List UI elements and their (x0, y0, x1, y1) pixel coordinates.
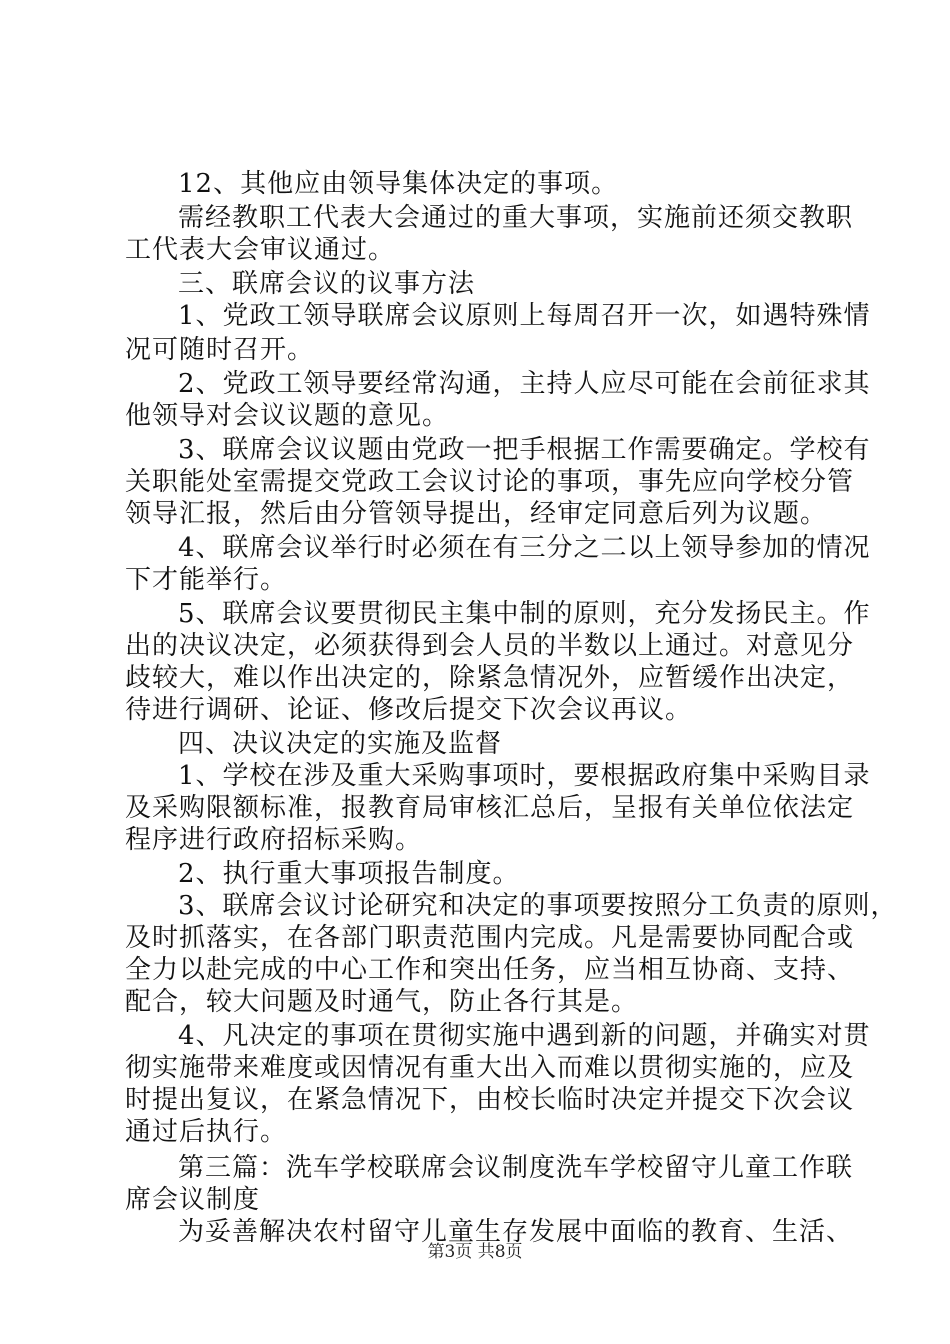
page-footer: 第3页 共8页 (427, 1242, 523, 1262)
text-line: 需经教职工代表大会通过的重大事项，实施前还须交教职 (178, 203, 854, 233)
text-line: 况可随时召开。 (125, 335, 315, 365)
text-line: 歧较大，难以作出决定的，除紧急情况外，应暂缓作出决定， (125, 663, 855, 693)
text-line: 4、凡决定的事项在贯彻实施中遇到新的问题，并确实对贯 (178, 1021, 871, 1051)
text-line: 及时抓落实，在各部门职责范围内完成。凡是需要协同配合或 (125, 923, 855, 953)
text-line: 下才能举行。 (125, 565, 288, 595)
text-line: 工代表大会审议通过。 (125, 235, 396, 265)
text-line: 关职能处室需提交党政工会议讨论的事项，事先应向学校分管 (125, 467, 855, 497)
text-line: 2、党政工领导要经常沟通，主持人应尽可能在会前征求其 (178, 369, 871, 399)
text-line: 1、学校在涉及重大采购事项时，要根据政府集中采购目录 (178, 761, 871, 791)
section-heading: 四、决议决定的实施及监督 (178, 729, 503, 759)
text-line: 及采购限额标准，报教育局审核汇总后，呈报有关单位依法定 (125, 793, 855, 823)
text-line: 领导汇报，然后由分管领导提出，经审定同意后列为议题。 (125, 499, 828, 529)
section-heading: 席会议制度 (125, 1185, 261, 1215)
text-line: 12、其他应由领导集体决定的事项。 (178, 169, 619, 199)
text-line: 配合，较大问题及时通气，防止各行其是。 (125, 987, 639, 1017)
text-line: 时提出复议，在紧急情况下，由校长临时决定并提交下次会议 (125, 1085, 855, 1115)
text-line: 3、联席会议讨论研究和决定的事项要按照分工负责的原则， (178, 891, 898, 921)
section-heading: 第三篇：洗车学校联席会议制度洗车学校留守儿童工作联 (178, 1153, 854, 1183)
text-line: 待进行调研、论证、修改后提交下次会议再议。 (125, 695, 693, 725)
section-heading: 三、联席会议的议事方法 (178, 269, 476, 299)
text-line: 彻实施带来难度或因情况有重大出入而难以贯彻实施的，应及 (125, 1053, 855, 1083)
text-line: 为妥善解决农村留守儿童生存发展中面临的教育、生活、 (178, 1217, 854, 1247)
text-line: 1、党政工领导联席会议原则上每周召开一次，如遇特殊情 (178, 301, 871, 331)
text-line: 程序进行政府招标采购。 (125, 825, 423, 855)
text-line: 4、联席会议举行时必须在有三分之二以上领导参加的情况 (178, 533, 871, 563)
text-line: 5、联席会议要贯彻民主集中制的原则，充分发扬民主。作 (178, 599, 871, 629)
text-line: 出的决议决定，必须获得到会人员的半数以上通过。对意见分 (125, 631, 855, 661)
text-line: 2、执行重大事项报告制度。 (178, 859, 520, 889)
text-line: 全力以赴完成的中心工作和突出任务，应当相互协商、支持、 (125, 955, 855, 985)
text-line: 通过后执行。 (125, 1117, 288, 1147)
text-line: 3、联席会议议题由党政一把手根据工作需要确定。学校有 (178, 435, 871, 465)
text-line: 他领导对会议议题的意见。 (125, 401, 450, 431)
